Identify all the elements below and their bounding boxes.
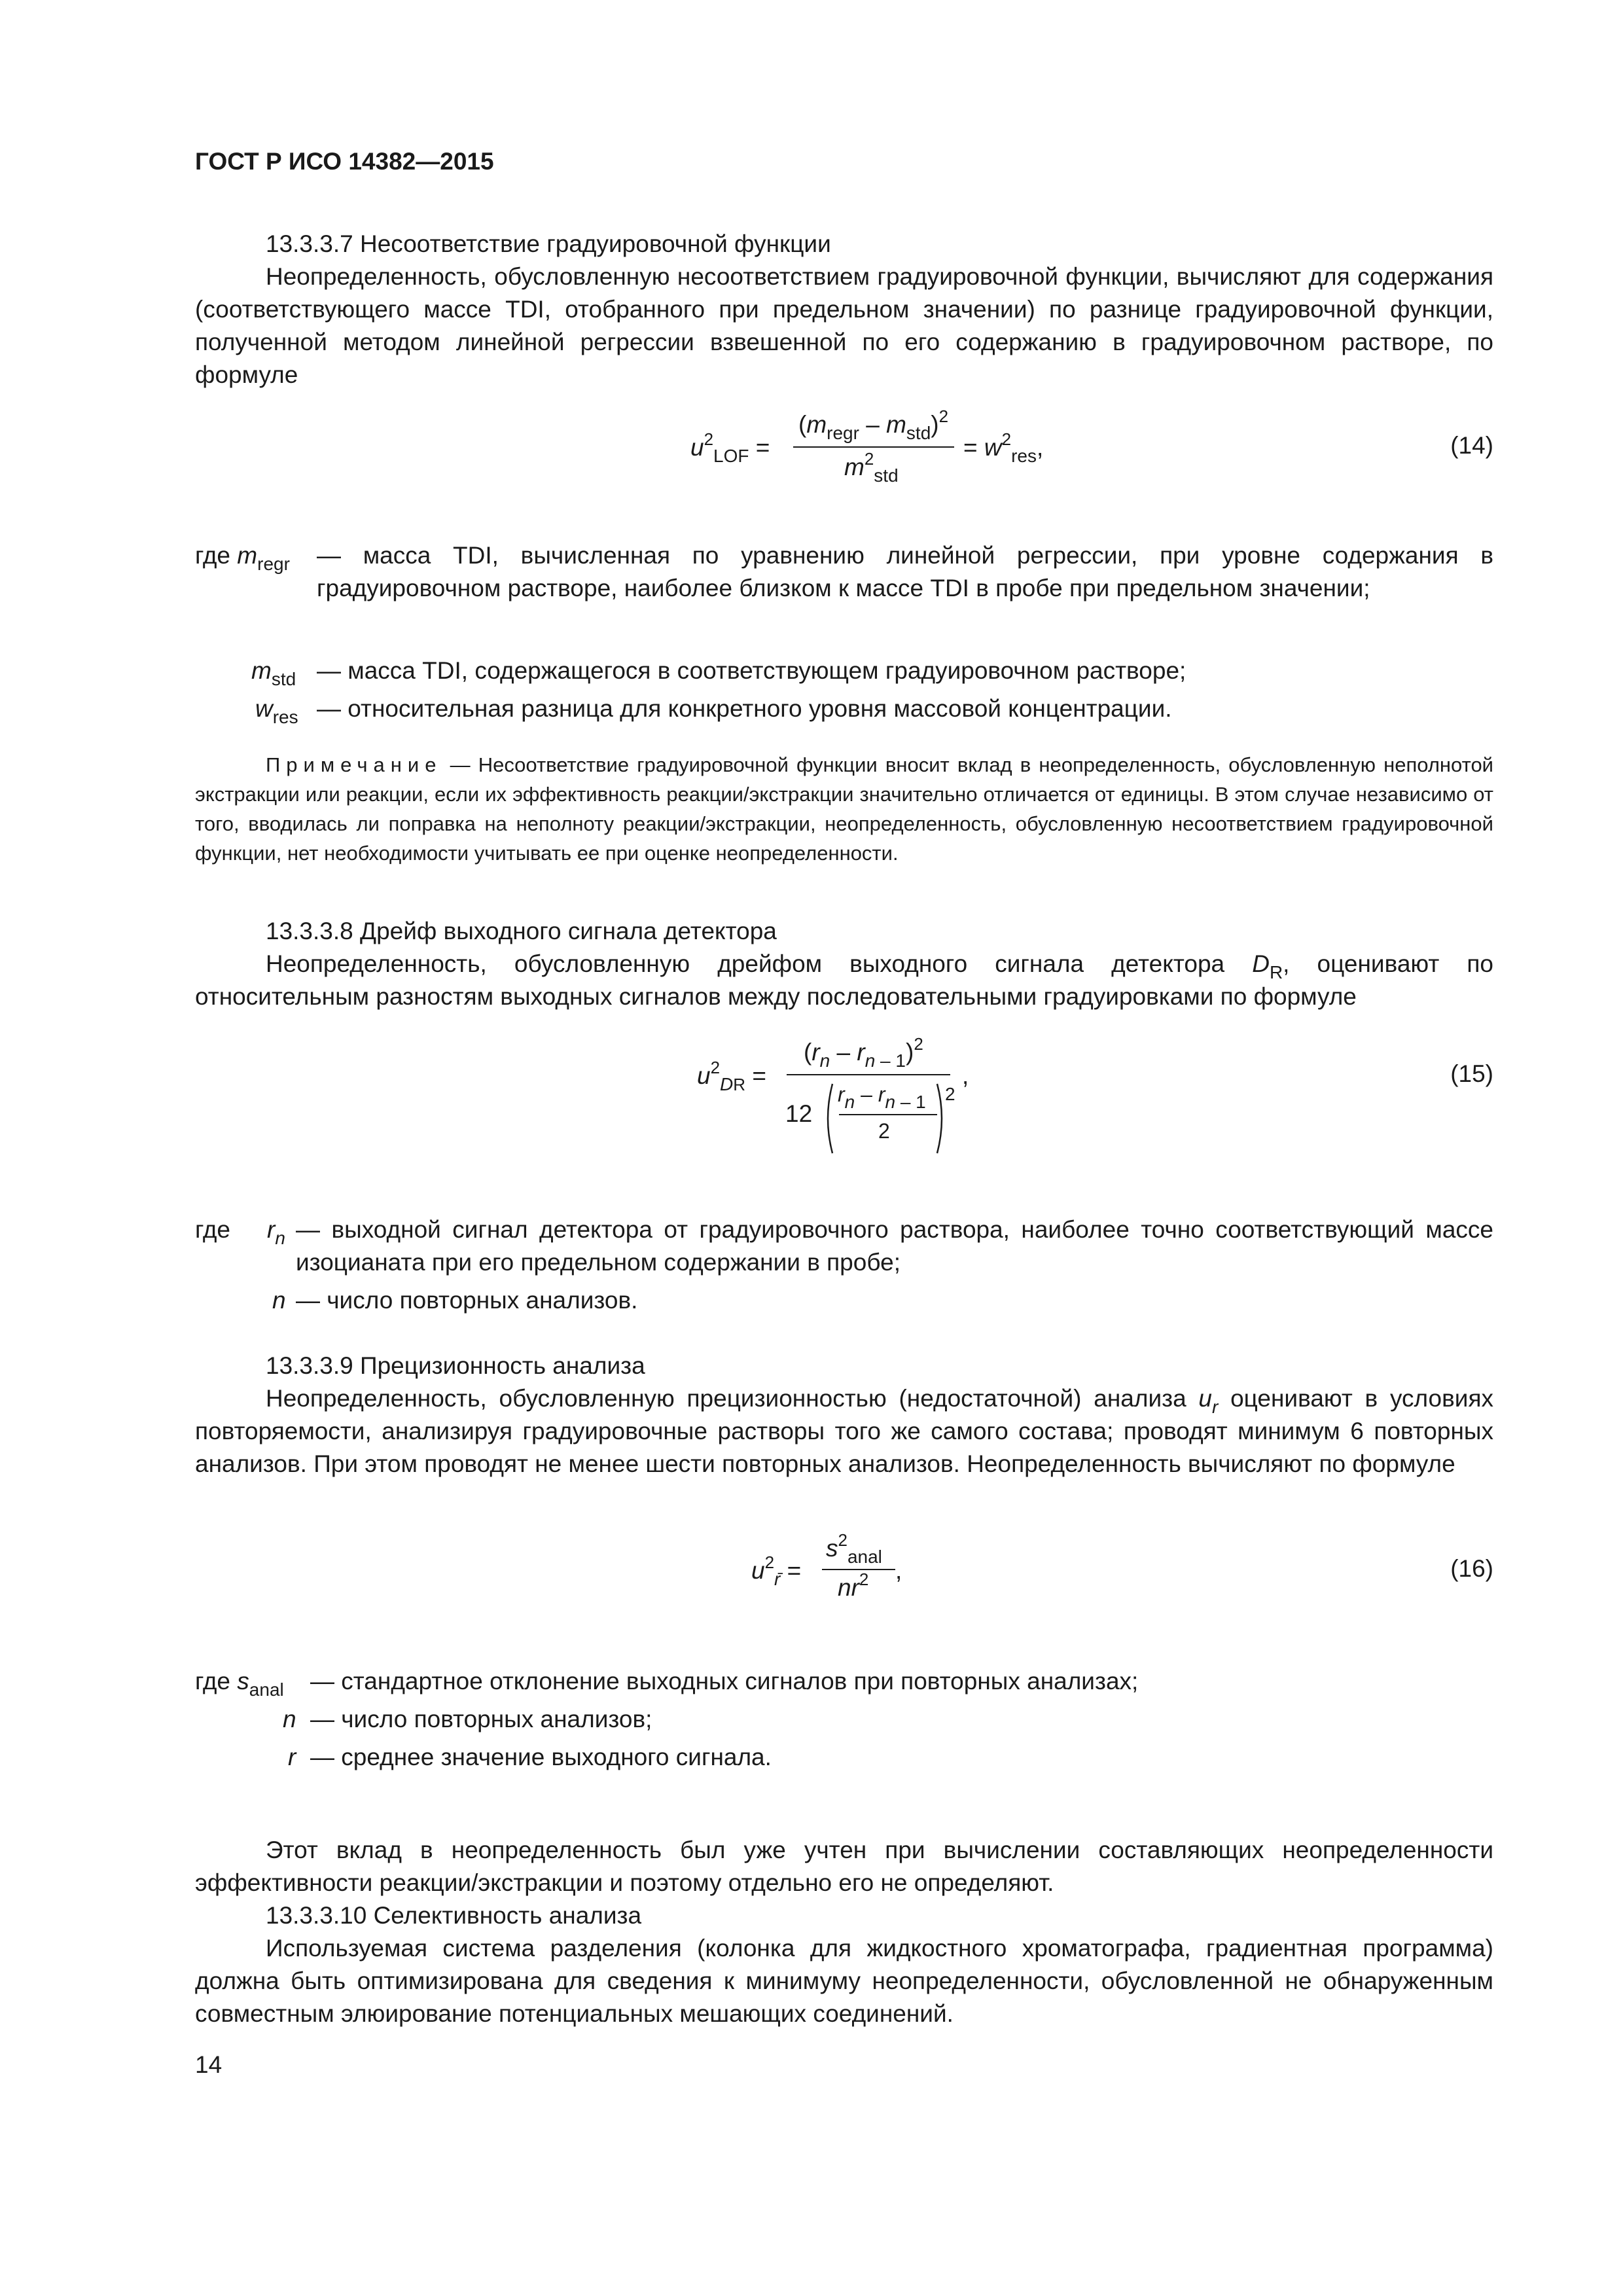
equation-number-15: (15) (1450, 1060, 1493, 1087)
definition-symbol-n-16: n (283, 1706, 296, 1732)
section-title-13-3-3-9: 13.3.3.9 Прецизионность анализа (266, 1352, 645, 1379)
equation-number-14: (14) (1450, 432, 1493, 459)
left-paren-icon (819, 1081, 835, 1156)
definition-symbol-s-anal: где $s_{anal}$ (195, 1668, 284, 1700)
paragraph-precision: Неопределенность, обусловленную прецизионностью (недостаточной) анализа $u_r$ оценивают в условиях повторяемости, анализируя градуировочные растворы того же самого состава; проводят минимум 6 повторных анализов. При этом проводят не менее шести повторных анализов. Неопределенность вычисляют по формуле (195, 1385, 1493, 1477)
paragraph-selectivity: Используемая система разделения (колонка для жидкостного хроматографа, градиентная программа) должна быть оптимизирована для сведения к минимуму неопределенности, обусловленной не обнаруженным совместным элюирование потенциальных мешающих соединений. (195, 1935, 1493, 2027)
definition-symbol-m-regr: где $m_{regr}$ (195, 542, 290, 574)
document-header: ГОСТ Р ИСО 14382—2015 (195, 148, 494, 175)
definition-r-n: — выходной сигнал детектора от градуировочного раствора, наиболее точно соответствующий массе изоцианата при его предельном содержании в пробе; (296, 1216, 1493, 1276)
definition-n-15: — число повторных анализов. (296, 1287, 638, 1314)
definition-symbol-m-std: $m_{std}$ (251, 657, 296, 689)
definition-symbol-n-15: n (272, 1287, 286, 1314)
definition-symbol-r-n: $r_n$ (267, 1216, 285, 1248)
definition-r-mean: — среднее значение выходного сигнала. (310, 1744, 772, 1770)
definition-s-anal: — стандартное отклонение выходных сигналов при повторных анализах; (310, 1668, 1139, 1695)
page-number: 14 (195, 2051, 223, 2078)
paragraph-lof: Неопределенность, обусловленную несоответствием градуировочной функции, вычисляют для содержания (соответствующего массе TDI, отобранного при предельном значении) по разнице градуировочной функции, полученной методом линейной регрессии взвешенной по его содержанию в градуировочном растворе, по формуле (195, 263, 1493, 388)
equation-number-16: (16) (1450, 1555, 1493, 1582)
definition-symbol-r-mean: r (288, 1744, 296, 1770)
paragraph-closing-precision: Этот вклад в неопределенность был уже учтен при вычислении составляющих неопределенности эффективности реакции/экстракции и поэтому отдельно его не определяют. (195, 1837, 1493, 1896)
definition-m-regr: — масса TDI, вычисленная по уравнению линейной регрессии, при уровне содержания в градуировочном растворе, наиболее близком к массе TDI в пробе при предельном значении; (317, 542, 1493, 601)
note-paragraph: Примечание — Несоответствие градуировочной функции вносит вклад в неопределенность, обусловленную неполнотой экстракции или реакции, если их эффективность реакции/экстракции значительно отличается от единицы. В этом случае независимо от того, вводилась ли поправка на неполноту реакции/экстракции, неопределенность, обусловленную несоответствием градуировочной функции, нет необходимости учитывать ее при оценке неопределенности. (195, 753, 1493, 865)
paragraph-drift: Неопределенность, обусловленную дрейфом выходного сигнала детектора $D_R$, оценивают по относительным разностям выходных сигналов между последовательными градуировками по формуле (195, 950, 1493, 1010)
document-page: ГОСТ Р ИСО 14382—2015 13.3.3.7 Несоответствие градуировочной функции Неопределенность, обусловленную несоответствием градуировочной функции, вычисляют для содержания (соответствующего массе TDI, отобранного при предельном значении) по разнице градуировочной функции, полученной методом линейной регрессии взвешенной по его содержанию в градуировочном растворе, по формуле $u^2_{LOF}$ = $(m_{regr} - m_{std})^2$ $m^2_{std}$ = $w^2_{res}$, (14) где $m_{regr}$ — масса TDI, вычисленная по уравнению линейной регрессии, при уровне содержания в градуировочном растворе, наиболее близком к массе TDI в пробе при предельном значении; $m_{std}$ — масса TDI, содержащегося в соответствующем градуировочном растворе; $w_{res}$ — относительная разница для конкретного уровня массовой концентрации. Примечание — Несоответствие градуировочной функции вносит вклад в неопределенность, обусловленную неполнотой экстракции или реакции, если их эффективность реакции/экстракции значительно отличается от единицы. В этом случае независимо от того, вводилась ли поправка на неполноту реакции/экстракции, неопределенность, обусловленную несоответствием градуировочной функции, нет необходимости учитывать ее при оценке неопределенности. 13.3.3.8 Дрейф выходного сигнала детектора Неопределенность, обусловленную дрейфом выходного сигнала детектора $D_R$, оценивают по относительным разностям выходных сигналов между последовательными градуировками по формуле $u^2_{DR}$ = $(r_n - r_{n - 1})^2$ 12 $r_n - r_{n - 1}$ 2 2 , (15) где $r_n$ — выходной сигнал детектора от градуировочного раствора, наиболее точно соответствующий массе изоцианата при его предельном содержании в пробе; n — число повторных анализов. 13.3.3.9 Прецизионность анализа Неопределенность, обусловленную прецизионностью (недостаточной) анализа $u_r$ оценивают в условиях повторяемости, анализируя градуировочные растворы того же самого состава; проводят минимум 6 повторных анализов. При этом проводят не менее шести повторных анализов. Неопределенность вычисляют по формуле $u^2_r$ = $s^2_{anal}$ $nr^2$ , (16) где $s_{anal}$ — стандартное отклонение выходных сигналов при повторных анализах; n — число повторных анализов; r — среднее значение выходного сигнала. Этот вклад в неопределенность был уже учтен при вычислении составляющих неопределенности эффективности реакции/экстракции и поэтому отдельно его не определяют. 13.3.3.10 Селективность анализа Используемая система разделения (колонка для жидкостного хроматографа, градиентная программа) должна быть оптимизирована для сведения к минимуму неопределенности, обусловленной не обнаруженным совместным элюирование потенциальных мешающих соединений. 14 (0, 0, 1623, 2296)
definition-n-16: — число повторных анализов; (310, 1706, 652, 1732)
definition-w-res: — относительная разница для конкретного уровня массовой концентрации. (317, 695, 1172, 722)
section-title-13-3-3-7: 13.3.3.7 Несоответствие градуировочной функции (266, 230, 831, 257)
section-title-13-3-3-10: 13.3.3.10 Селективность анализа (266, 1902, 642, 1929)
definition-m-std: — масса TDI, содержащегося в соответствующем градуировочном растворе; (317, 657, 1186, 684)
section-title-13-3-3-8: 13.3.3.8 Дрейф выходного сигнала детектора (266, 918, 777, 944)
definition-symbol-w-res: $w_{res}$ (255, 695, 298, 727)
definition-where-15: где (195, 1216, 231, 1243)
